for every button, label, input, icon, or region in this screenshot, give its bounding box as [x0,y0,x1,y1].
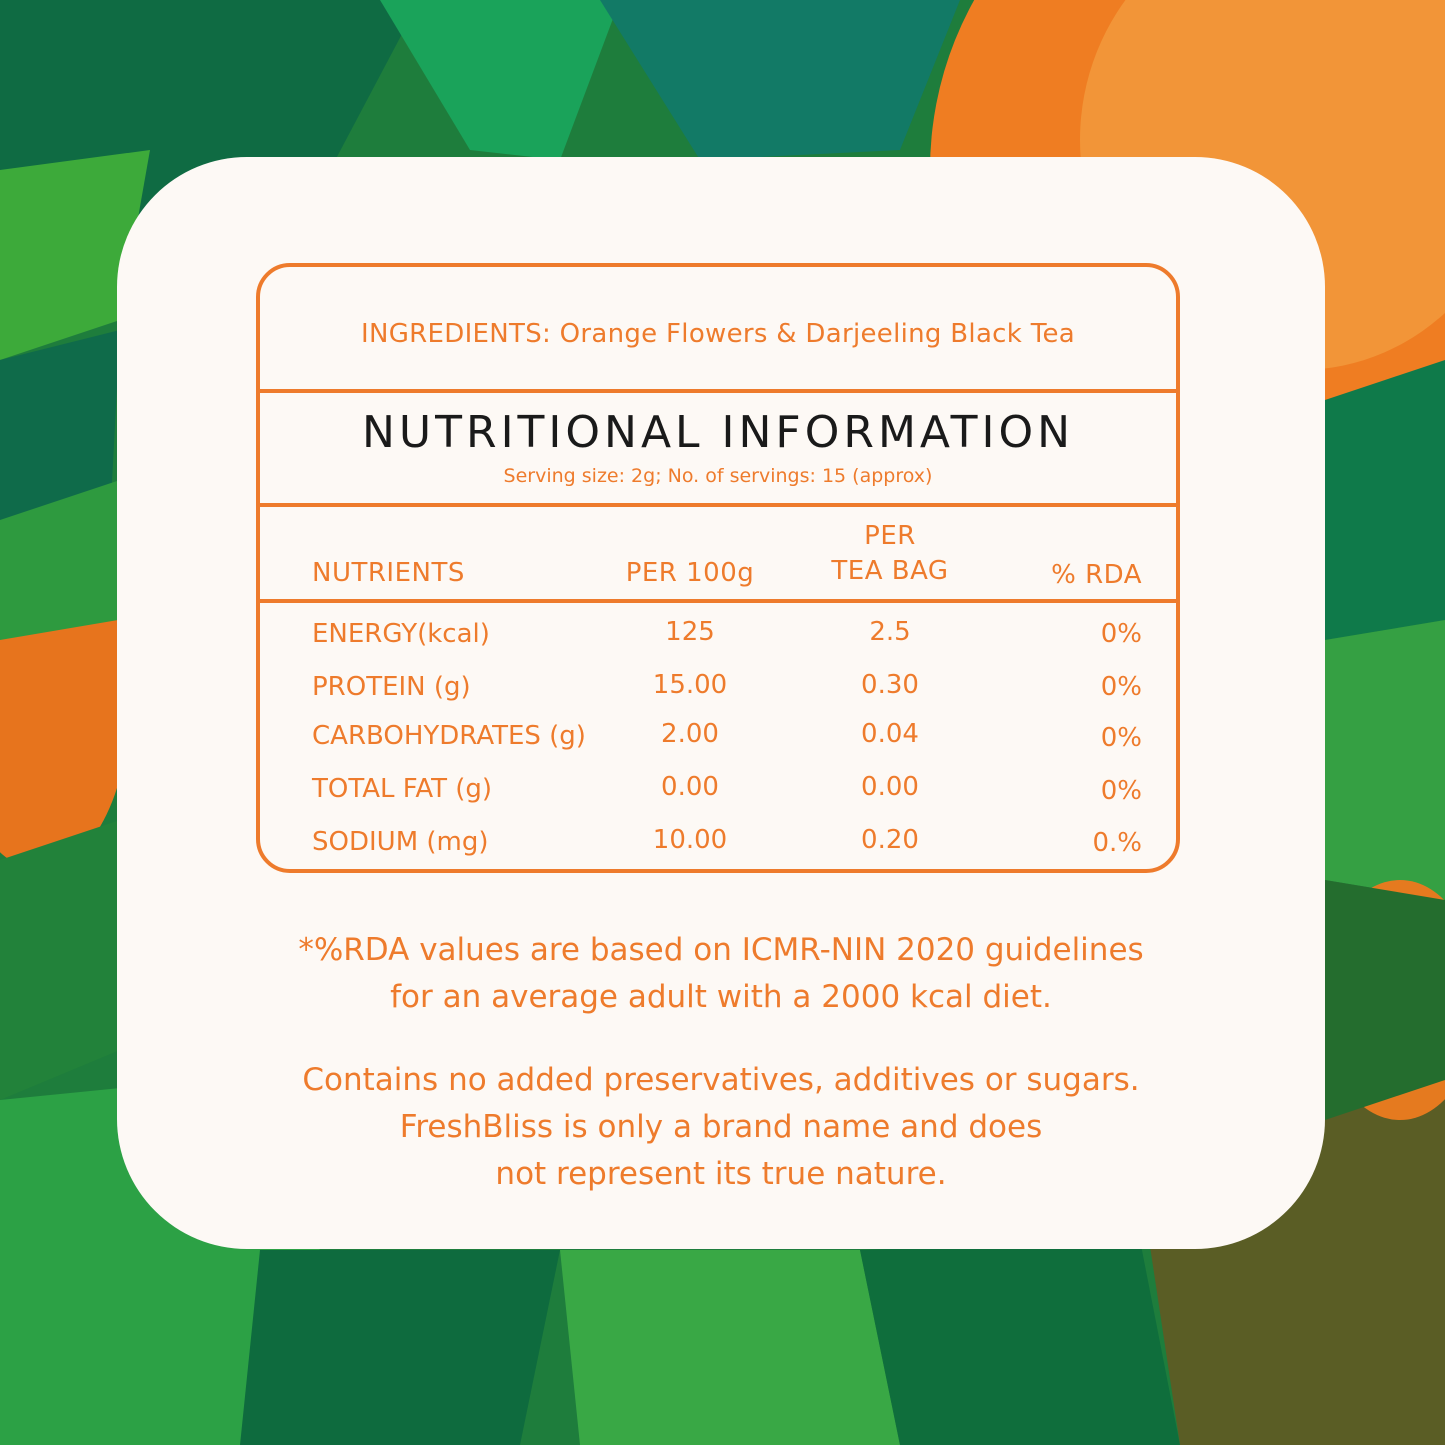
row-nutrient: TOTAL FAT (g) [312,774,493,804]
row-rda: 0% [1100,776,1142,806]
rda-footnote [117,927,1325,1021]
row-per-tea-bag: 0.04 [861,719,919,749]
row-nutrient: ENERGY(kcal) [312,619,490,649]
header-per-tea-bag-line2: TEA BAG [831,556,949,586]
nutrition-title: NUTRITIONAL INFORMATION [362,407,1074,458]
row-per-100g: 0.00 [661,772,719,802]
rda-footnote-line1: *%RDA values are based on ICMR-NIN 2020 guidelines [298,932,1144,968]
rda-footnote-line2: for an average adult with a 2000 kcal diet. [390,979,1052,1015]
row-rda: 0.% [1092,828,1142,858]
row-rda: 0% [1100,672,1142,702]
row-per-tea-bag: 0.00 [861,772,919,802]
row-nutrient: PROTEIN (g) [312,672,471,702]
row-per-tea-bag: 0.30 [861,670,919,700]
header-per-tea-bag-line1: PER [864,521,916,551]
disclaimer [117,1057,1325,1198]
row-rda: 0% [1100,619,1142,649]
header-rda: % RDA [1051,560,1142,590]
row-per-tea-bag: 0.20 [861,825,919,855]
disclaimer-line1: Contains no added preservatives, additives or sugars. [302,1062,1140,1098]
disclaimer-line2: FreshBliss is only a brand name and does [399,1109,1043,1145]
serving-info: Serving size: 2g; No. of servings: 15 (approx) [503,465,933,487]
divider [260,389,1176,393]
divider [260,503,1176,507]
row-nutrient: CARBOHYDRATES (g) [312,721,586,751]
row-nutrient: SODIUM (mg) [312,827,489,857]
header-nutrients: NUTRIENTS [312,558,465,588]
disclaimer-line3: not represent its true nature. [495,1156,947,1192]
row-per-100g: 2.00 [661,719,719,749]
row-per-100g: 10.00 [652,825,728,855]
nutrition-card [117,157,1325,1249]
nutrition-label-box [256,263,1180,873]
ingredients-text: INGREDIENTS: Orange Flowers & Darjeeling Black Tea [360,319,1075,349]
header-per-100g: PER 100g [625,558,755,588]
row-per-100g: 15.00 [652,670,728,700]
row-rda: 0% [1100,723,1142,753]
row-per-100g: 125 [665,617,715,647]
row-per-tea-bag: 2.5 [869,617,911,647]
divider [260,599,1176,603]
